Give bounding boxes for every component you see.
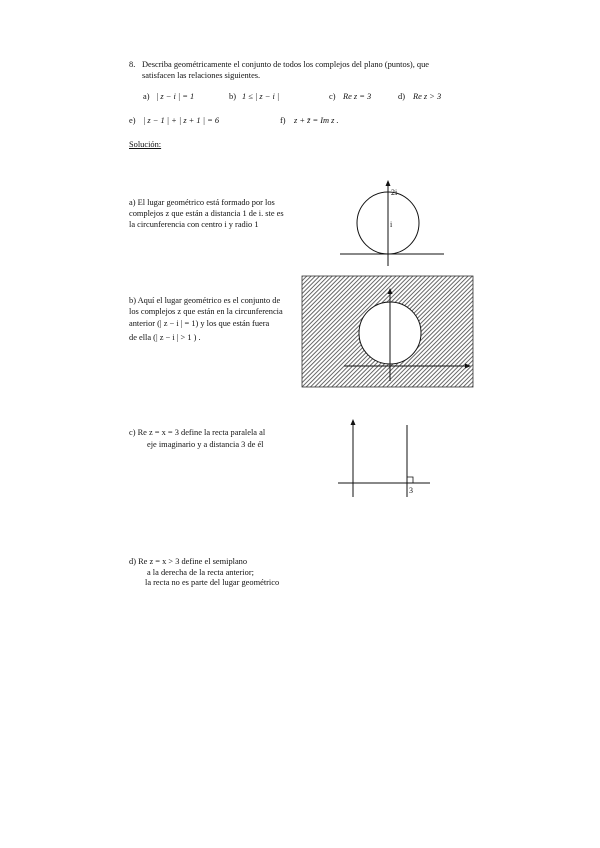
part-a-line-2: complejos z que están a distancia 1 de i. ste es	[129, 209, 284, 218]
condition-a-expr: | z − i | = 1	[156, 92, 195, 101]
figure-b-exterior-region-diagram	[302, 276, 473, 387]
part-b-line-2: los complejos z que están en la circunferencia	[129, 307, 283, 316]
part-b-line-4: de ella (| z − i | > 1 ) .	[129, 333, 201, 342]
figure-c-label-3: 3	[409, 486, 413, 495]
condition-d-label: d)	[398, 92, 405, 101]
problem-statement-line2: satisfacen las relaciones siguientes.	[142, 71, 261, 80]
problem-statement-line1: Describa geométricamente el conjunto de todos los complejos del plano (puntos), que	[142, 60, 429, 69]
condition-e-expr: | z − 1 | + | z + 1 | = 6	[143, 116, 220, 125]
figure-a-arrow-up-icon	[386, 180, 391, 186]
condition-c-label: c)	[329, 92, 336, 101]
part-a-line-3: la circunferencia con centro i y radio 1	[129, 220, 259, 229]
condition-f-label: f)	[280, 116, 286, 125]
solution-heading: Solución:	[129, 140, 162, 149]
part-b-line-3: anterior (| z − i | = 1) y los que están fuera	[129, 319, 270, 328]
problem-number: 8.	[129, 60, 136, 69]
figure-a-label-i: i	[390, 220, 393, 229]
condition-d-expr: Re z > 3	[413, 92, 442, 101]
part-a-line-1: a) El lugar geométrico está formado por los	[129, 198, 275, 207]
figure-a-circle-diagram	[340, 178, 446, 272]
condition-b-expr: 1 ≤ | z − i |	[242, 92, 280, 101]
condition-b-label: b)	[229, 92, 236, 101]
figure-c-vertical-line-diagram	[336, 417, 432, 499]
part-c-line-2: eje imaginario y a distancia 3 de él	[147, 440, 264, 449]
part-d-line-1: d) Re z = x > 3 define el semiplano	[129, 557, 248, 566]
part-d-line-3: la recta no es parte del lugar geométrico	[145, 578, 280, 587]
figure-a-label-2i: 2i	[391, 188, 398, 197]
condition-f-expr: z + z̄ = Im z .	[294, 116, 339, 125]
part-c-line-1: c) Re z = x = 3 define la recta paralela al	[129, 428, 266, 437]
part-b-line-1: b) Aquí el lugar geométrico es el conjunto de	[129, 296, 281, 305]
figure-c-arrow-up-icon	[351, 419, 356, 425]
part-d-line-2: a la derecha de la recta anterior;	[147, 568, 254, 577]
condition-a-label: a)	[143, 92, 150, 101]
condition-c-expr: Re z = 3	[343, 92, 372, 101]
condition-e-label: e)	[129, 116, 136, 125]
figure-c-right-angle-marker	[407, 477, 413, 483]
